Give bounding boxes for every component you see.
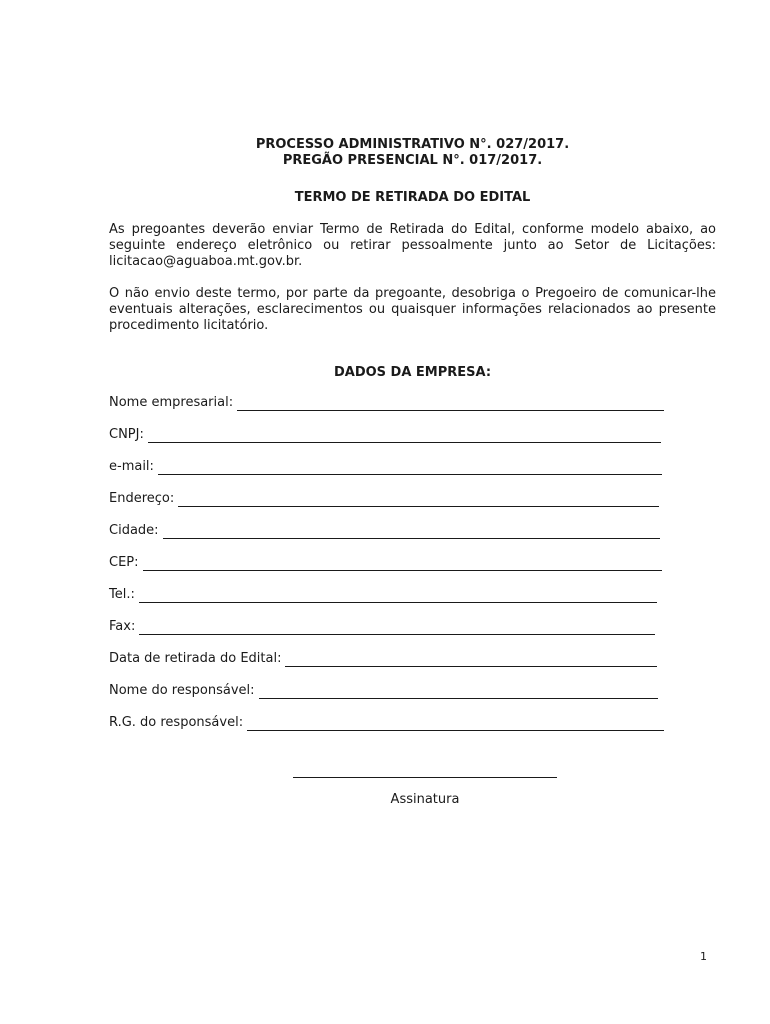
fill-line[interactable] [178, 494, 659, 507]
field-rg-responsavel [109, 715, 716, 731]
fill-line[interactable] [158, 462, 662, 475]
fill-line[interactable] [143, 558, 662, 571]
field-label: CEP: [109, 555, 139, 570]
field-nome-empresarial [109, 395, 716, 411]
field-fax [109, 619, 716, 635]
field-label: Fax: [109, 619, 136, 634]
field-cep [109, 555, 716, 571]
fill-line[interactable] [247, 718, 664, 731]
field-label: Endereço: [109, 491, 175, 506]
fill-line[interactable] [237, 398, 664, 411]
field-label: R.G. do responsável: [109, 715, 244, 730]
fill-line[interactable] [259, 686, 658, 699]
fill-line[interactable] [139, 590, 657, 603]
field-label: e-mail: [109, 459, 154, 474]
field-label: Nome empresarial: [109, 395, 234, 410]
field-label: Tel.: [109, 587, 135, 602]
field-label: Cidade: [109, 523, 159, 538]
auction-number-heading: PREGÃO PRESENCIAL N°. 017/2017. [282, 153, 543, 168]
field-cnpj [109, 427, 716, 443]
fill-line[interactable] [163, 526, 660, 539]
notice-paragraph: O não envio deste termo, por parte da pregoante, desobriga o Pregoeiro de comunicar-lhe eventuais alterações, esclarecimentos ou quaisquer informações relacionados ao presente procedimento licitatório. [109, 286, 716, 333]
field-label: CNPJ: [109, 427, 144, 442]
field-data-retirada [109, 651, 716, 667]
field-cidade [109, 523, 716, 539]
company-data-form [109, 395, 716, 731]
fill-line[interactable] [139, 622, 655, 635]
process-number-heading: PROCESSO ADMINISTRATIVO N°. 027/2017. [255, 137, 570, 152]
company-data-section-title: DADOS DA EMPRESA: [333, 365, 492, 380]
signature-label: Assinatura [390, 792, 460, 807]
page-number: 1 [700, 950, 707, 963]
document-title: TERMO DE RETIRADA DO EDITAL [294, 190, 531, 205]
field-tel [109, 587, 716, 603]
field-label: Nome do responsável: [109, 683, 255, 698]
field-nome-responsavel [109, 683, 716, 699]
field-email [109, 459, 716, 475]
field-endereco [109, 491, 716, 507]
signature-line[interactable] [293, 777, 557, 778]
fill-line[interactable] [285, 654, 657, 667]
field-label: Data de retirada do Edital: [109, 651, 282, 666]
fill-line[interactable] [148, 430, 661, 443]
document-content [109, 137, 716, 731]
instruction-paragraph: As pregoantes deverão enviar Termo de Retirada do Edital, conforme modelo abaixo, ao seguinte endereço eletrônico ou retirar pessoalmente junto ao Setor de Licitações: licitacao@aguaboa.mt.gov.br. [109, 222, 716, 269]
